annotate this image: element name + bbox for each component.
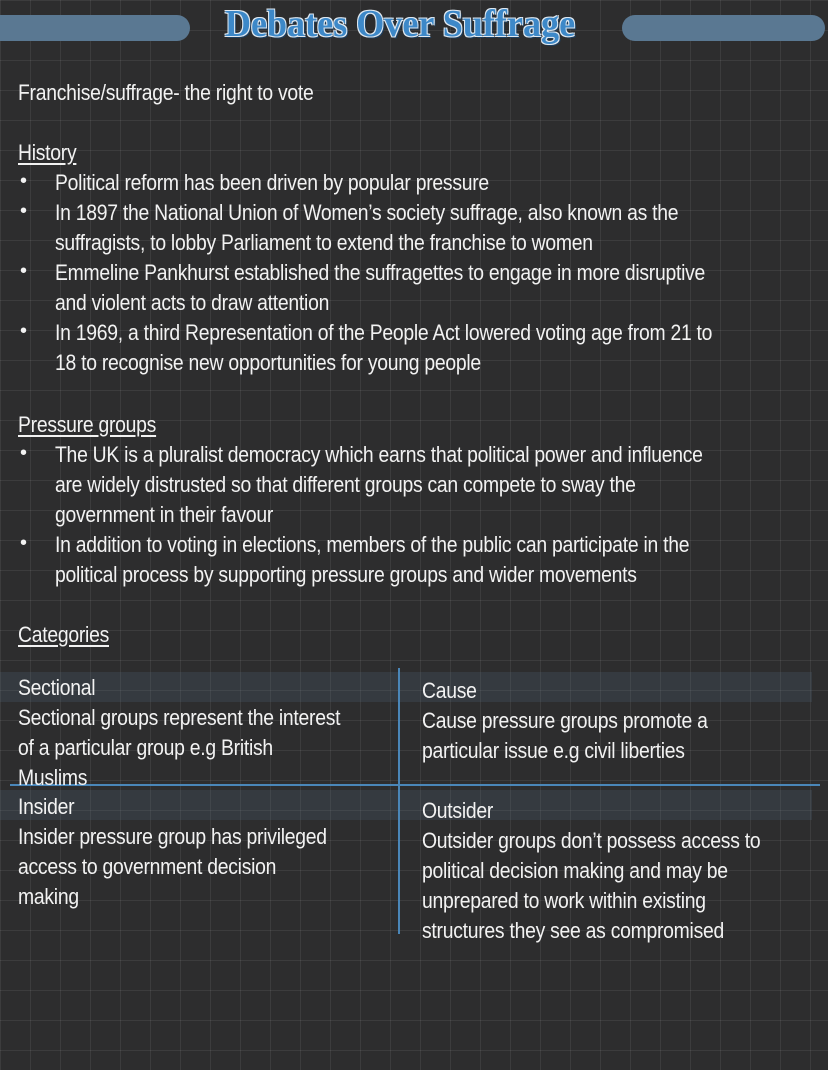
category-description: making bbox=[18, 884, 79, 909]
bullet-text: The UK is a pluralist democracy which earns that political power and influence bbox=[55, 442, 703, 467]
category-description: unprepared to work within existing bbox=[422, 888, 706, 913]
category-description: structures they see as compromised bbox=[422, 918, 724, 943]
bullet-text: political process by supporting pressure groups and wider movements bbox=[55, 562, 637, 587]
bullet-icon: • bbox=[20, 442, 28, 464]
bullet-text: In 1897 the National Union of Women’s society suffrage, also known as the bbox=[55, 200, 679, 225]
history-heading: History bbox=[18, 140, 77, 165]
category-description: Sectional groups represent the interest bbox=[18, 705, 341, 730]
bullet-text: In 1969, a third Representation of the People Act lowered voting age from 21 to bbox=[55, 320, 713, 345]
bullet-text: are widely distrusted so that different groups can compete to sway the bbox=[55, 472, 636, 497]
category-title: Cause bbox=[422, 678, 477, 703]
bullet-text: government in their favour bbox=[55, 502, 274, 527]
bullet-text: Political reform has been driven by popular pressure bbox=[55, 170, 489, 195]
bullet-icon: • bbox=[20, 200, 28, 222]
category-description: Insider pressure group has privileged bbox=[18, 824, 327, 849]
category-description: Muslims bbox=[18, 765, 88, 790]
table-divider-horizontal bbox=[10, 784, 820, 786]
category-title: Insider bbox=[18, 794, 75, 819]
categories-heading: Categories bbox=[18, 622, 109, 647]
bullet-icon: • bbox=[20, 532, 28, 554]
bullet-icon: • bbox=[20, 320, 28, 342]
category-description: of a particular group e.g British bbox=[18, 735, 273, 760]
table-header-band bbox=[0, 790, 812, 820]
pressure-groups-heading: Pressure groups bbox=[18, 412, 157, 437]
bullet-text: 18 to recognise new opportunities for young people bbox=[55, 350, 481, 375]
page-title: Debates Over Suffrage bbox=[224, 3, 576, 45]
category-title: Sectional bbox=[18, 675, 96, 700]
bullet-icon: • bbox=[20, 260, 28, 282]
table-header-band bbox=[0, 672, 812, 702]
category-description: Outsider groups don’t possess access to bbox=[422, 828, 761, 853]
bullet-text: suffragists, to lobby Parliament to extend the franchise to women bbox=[55, 230, 593, 255]
bullet-text: Emmeline Pankhurst established the suffragettes to engage in more disruptive bbox=[55, 260, 706, 285]
category-title: Outsider bbox=[422, 798, 494, 823]
category-description: particular issue e.g civil liberties bbox=[422, 738, 685, 763]
category-description: political decision making and may be bbox=[422, 858, 728, 883]
bullet-icon: • bbox=[20, 170, 28, 192]
category-description: access to government decision bbox=[18, 854, 277, 879]
category-description: Cause pressure groups promote a bbox=[422, 708, 708, 733]
bullet-text: and violent acts to draw attention bbox=[55, 290, 330, 315]
bullet-text: In addition to voting in elections, members of the public can participate in the bbox=[55, 532, 690, 557]
table-divider-vertical bbox=[398, 668, 400, 934]
definition: Franchise/suffrage- the right to vote bbox=[18, 80, 314, 105]
